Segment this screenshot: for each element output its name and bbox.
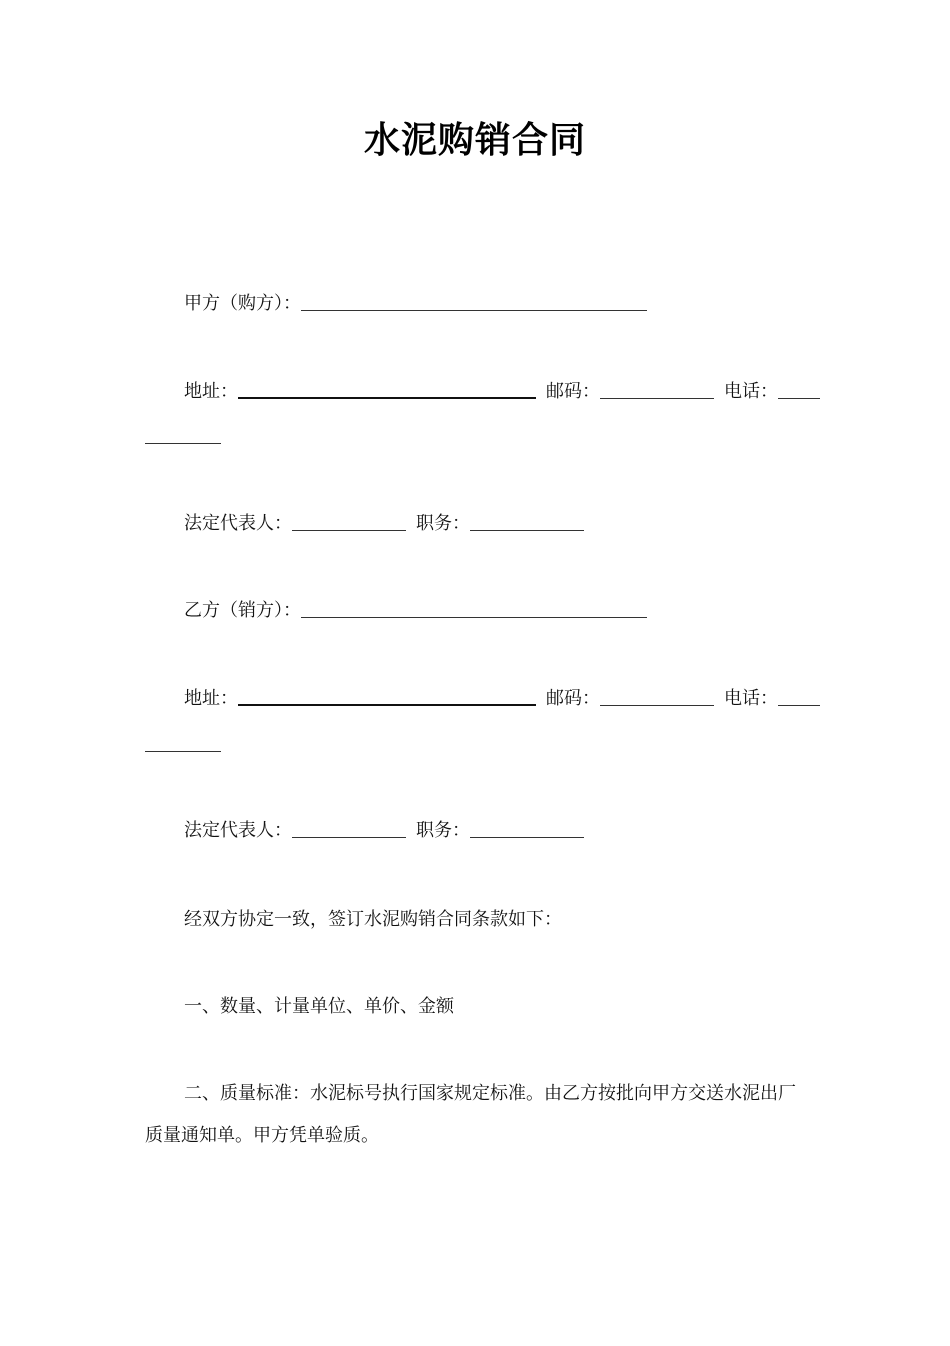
- contract-title: 水泥购销合同: [363, 120, 586, 161]
- party-b-phone-label: 电话：: [724, 688, 778, 709]
- clause-2: 二、质量标准：水泥标号执行国家规定标准。由乙方按批向甲方交送水泥出厂质量通知单。甲方凭单验质。: [145, 1083, 796, 1146]
- party-b-name-blank[interactable]: [301, 616, 647, 618]
- party-a-address-label: 地址：: [184, 381, 238, 402]
- party-a-position-blank[interactable]: [470, 529, 584, 531]
- party-b-phone-blank-continued[interactable]: [145, 750, 221, 752]
- party-a-rep-line: [184, 510, 584, 538]
- clause-1: 一、数量、计量单位、单价、金额: [184, 996, 454, 1017]
- party-b-address-label: 地址：: [184, 688, 238, 709]
- party-a-postcode-blank[interactable]: [600, 397, 714, 399]
- party-a-phone-label: 电话：: [724, 381, 778, 402]
- party-a-label: 甲方（购方）：: [184, 293, 301, 314]
- party-a-address-line: [184, 378, 820, 406]
- party-b-rep-line: [184, 817, 584, 845]
- party-b-phone-blank[interactable]: [778, 704, 820, 706]
- party-a-line: [184, 290, 647, 318]
- party-b-position-label: 职务：: [416, 820, 470, 841]
- party-b-postcode-label: 邮码：: [546, 688, 600, 709]
- party-a-postcode-label: 邮码：: [546, 381, 600, 402]
- party-a-phone-blank[interactable]: [778, 397, 820, 399]
- party-b-address-line: [184, 685, 820, 713]
- party-b-label: 乙方（销方）：: [184, 600, 301, 621]
- party-b-rep-label: 法定代表人：: [184, 820, 292, 841]
- party-b-rep-blank[interactable]: [292, 836, 406, 838]
- party-b-line: [184, 597, 647, 625]
- party-a-rep-blank[interactable]: [292, 529, 406, 531]
- party-a-position-label: 职务：: [416, 513, 470, 534]
- party-a-address-blank[interactable]: [238, 396, 536, 399]
- party-a-phone-blank-continued[interactable]: [145, 442, 221, 444]
- party-a-name-blank[interactable]: [301, 309, 647, 311]
- party-b-address-blank[interactable]: [238, 703, 536, 706]
- intro-paragraph: 经双方协定一致，签订水泥购销合同条款如下：: [184, 909, 562, 930]
- party-a-rep-label: 法定代表人：: [184, 513, 292, 534]
- party-b-position-blank[interactable]: [470, 836, 584, 838]
- party-b-postcode-blank[interactable]: [600, 704, 714, 706]
